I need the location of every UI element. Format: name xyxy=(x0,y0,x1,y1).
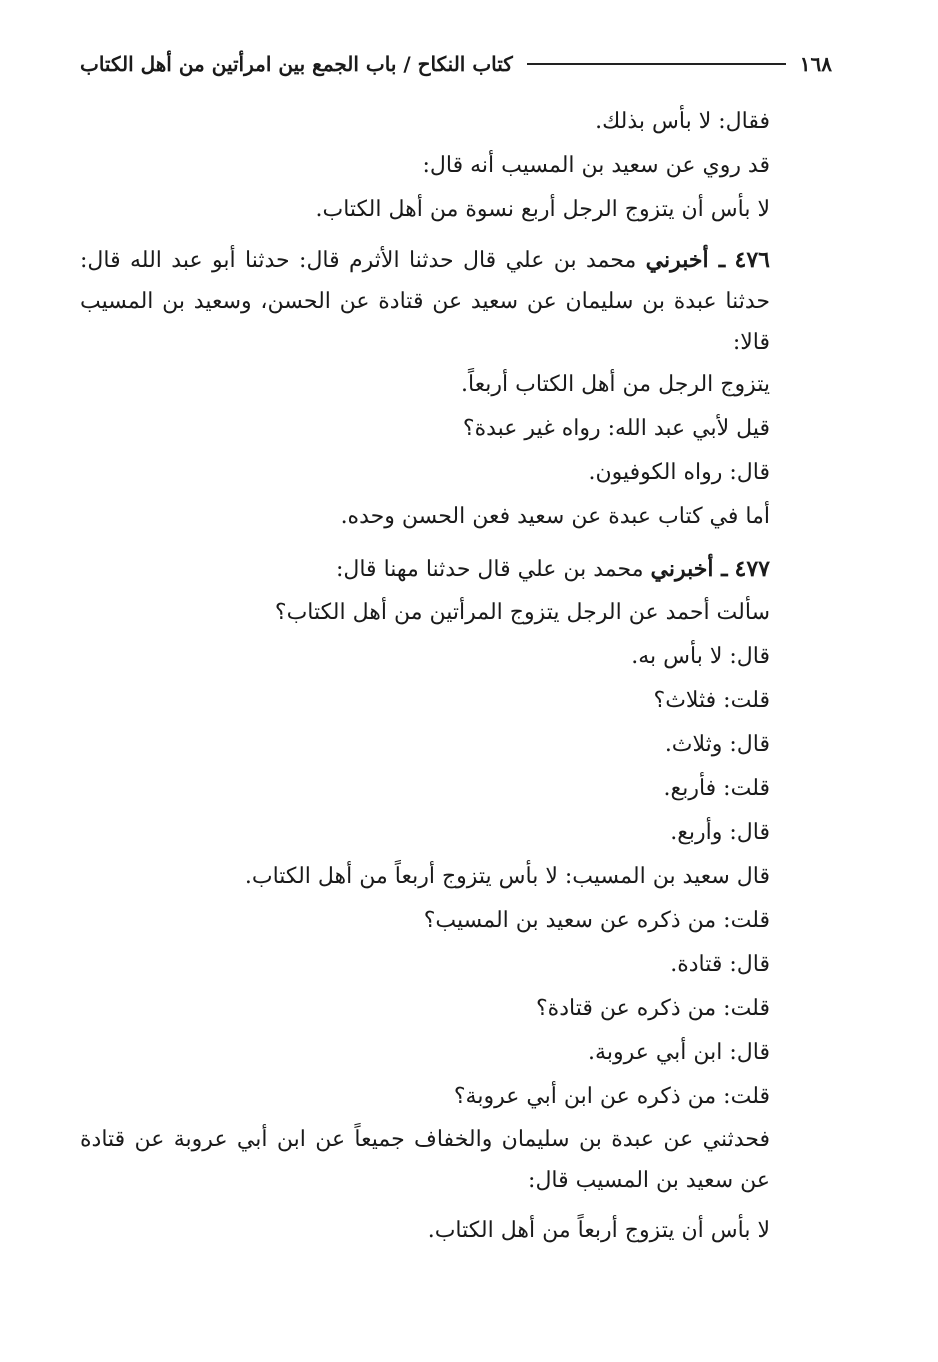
text-line: قال: وأربع. xyxy=(670,820,770,845)
text-line: قال: قتادة. xyxy=(670,952,770,977)
hadith-verb: أخبرني xyxy=(650,556,714,582)
hadith-number: ٤٧٦ xyxy=(734,247,770,273)
text-line: قال: رواه الكوفيون. xyxy=(588,460,770,485)
text-line: قلت: فثلاث؟ xyxy=(653,688,770,713)
text-line: فقال: لا بأس بذلك. xyxy=(595,109,770,134)
text-line: قال سعيد بن المسيب: لا بأس يتزوج أربعاً من أهل الكتاب. xyxy=(244,864,770,889)
hadith-text: محمد بن علي قال حدثنا مهنا قال: xyxy=(335,557,644,582)
hadith-text: محمد بن علي قال حدثنا الأثرم قال: حدثنا أبو عبد الله قال: حدثنا عبدة بن سليمان عن سعيد عن قتادة عن الحسن، وسعيد بن المسيب قالا: xyxy=(80,248,770,355)
hadith-477: ٤٧٧ ـ أخبرني محمد بن علي قال حدثنا مهنا قال: xyxy=(335,556,770,582)
page-body xyxy=(80,100,832,1253)
text-line: قلت: من ذكره عن قتادة؟ xyxy=(536,996,770,1021)
text-line: لا بأس أن يتزوج أربعاً من أهل الكتاب. xyxy=(427,1218,770,1243)
text-line: قلت: من ذكره عن ابن أبي عروبة؟ xyxy=(453,1084,770,1109)
text-line: قيل لأبي عبد الله: رواه غير عبدة؟ xyxy=(462,416,770,441)
page-number: ١٦٨ xyxy=(799,52,832,76)
header-rule xyxy=(527,63,786,65)
text-line: يتزوج الرجل من أهل الكتاب أربعاً. xyxy=(461,372,770,397)
running-header xyxy=(80,44,832,84)
text-line: قلت: من ذكره عن سعيد بن المسيب؟ xyxy=(423,908,770,933)
text-line: أما في كتاب عبدة عن سعيد فعن الحسن وحده. xyxy=(340,504,770,529)
text-line: سألت أحمد عن الرجل يتزوج المرأتين من أهل الكتاب؟ xyxy=(274,600,770,625)
text-paragraph: فحدثني عن عبدة بن سليمان والخفاف جميعاً عن ابن أبي عروبة عن قتادة عن سعيد بن المسيب قال: xyxy=(80,1127,770,1193)
text-line: قال: لا بأس به. xyxy=(631,644,770,669)
hadith-number: ٤٧٧ xyxy=(734,556,770,582)
text-line: قد روي عن سعيد بن المسيب أنه قال: xyxy=(422,153,770,178)
text-line: لا بأس أن يتزوج الرجل أربع نسوة من أهل الكتاب. xyxy=(315,197,770,222)
text-line: قلت: فأربع. xyxy=(663,776,770,801)
text-line: قال: ابن أبي عروبة. xyxy=(588,1040,770,1065)
hadith-476: ٤٧٦ ـ أخبرني محمد بن علي قال حدثنا الأثرم قال: حدثنا أبو عبد الله قال: حدثنا عبدة بن سليمان عن سعيد عن قتادة عن الحسن، وسعيد بن المسيب قالا: xyxy=(80,247,770,355)
text-line: قال: وثلاث. xyxy=(664,732,770,757)
header-title: كتاب النكاح / باب الجمع بين امرأتين من أهل الكتاب xyxy=(80,52,513,76)
hadith-verb: أخبرني xyxy=(645,247,709,273)
